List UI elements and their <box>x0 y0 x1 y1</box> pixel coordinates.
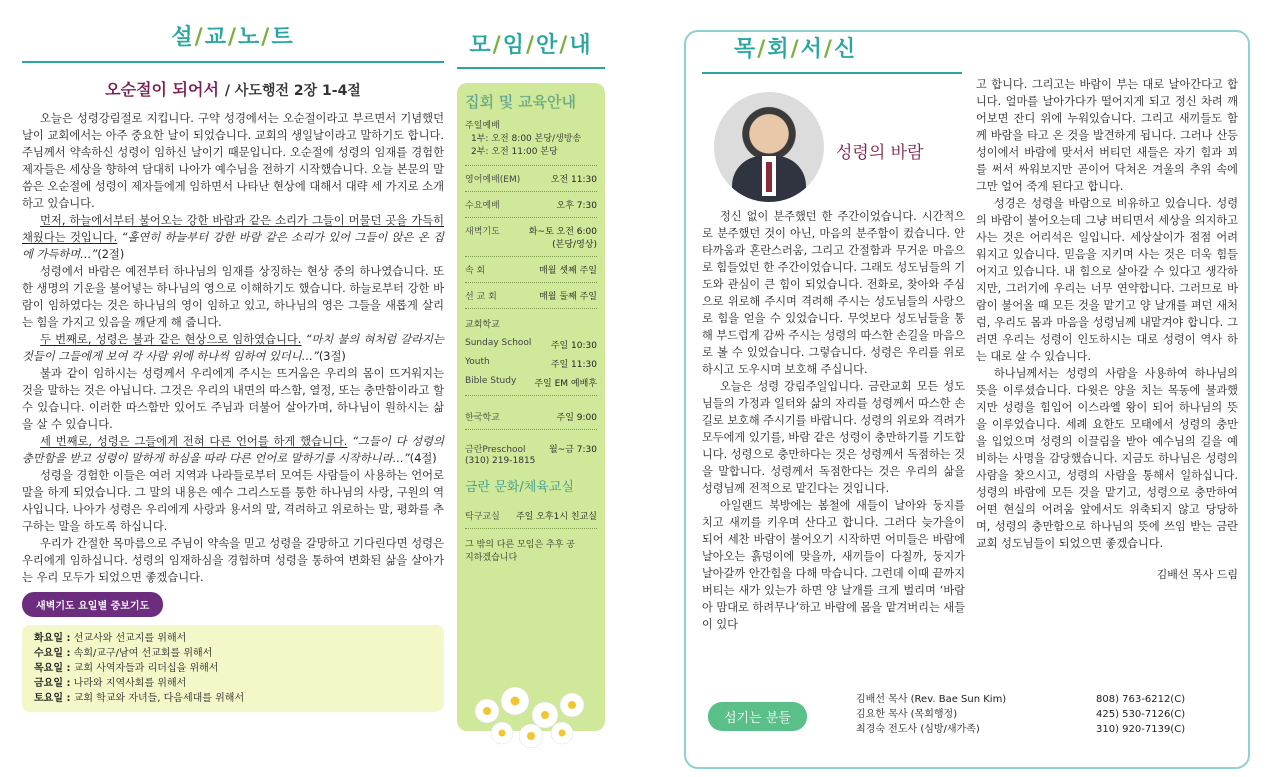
letter-title: 성령의 바람 <box>836 143 924 163</box>
sermon-paragraph: 우리가 간절한 목마름으로 주님이 약속을 믿고 성령을 갈망하고 기다린다면 성령은 우리에게 임하십니다. 성령의 임재하심을 경험하며 성령을 통하여 변화된 삶을 살아가는 우리 모두가 되었으면 좋겠습니다. <box>22 537 444 584</box>
schedule-row: 수요예배 오후 7:30 <box>465 201 597 211</box>
letter-paragraph: 하나님께서는 성령의 사람을 사용하여 하나님의 뜻을 이루셨습니다. 다윗은 양을 치는 목동에 불과했지만 성령을 힘입어 이스라엘 왕이 되어 하나님의 뜻을 이루었습니다. 세례 요한도 모태에서 성령의 충만을 입었으며 성령의 이끌림을 받아 예수님의 길을 예비하는 사명을 감당했습니다. 지금도 하나님은 성령의 사람을 찾으시고, 성령의 사람을 통해서 일하십니다. 성령의 바람에 모든 것을 맡기고, 성령으로 충만하여 어떤 현실의 어려움 앞에서도 위축되지 않고 당당하며, 성령의 충만함으로 하나님의 뜻에 쓰임 받는 금란교회 성도님들이 되었으면 좋겠습니다. <box>976 367 1238 550</box>
school-label: 교회학교 <box>465 320 500 330</box>
sermon-point-3: 세 번째로, 성령은 그들에게 전혀 다른 언어를 하게 했습니다. “그들이 다 성령의 충만함을 받고 성령이 말하게 하심을 따라 다른 언어로 말하기를 시작하니라…”(4절) <box>22 435 445 465</box>
prayer-badge: 새벽기도 요일별 중보기도 <box>22 592 163 617</box>
preschool-row: 금란Preschool 월~금 7:30 <box>465 445 597 455</box>
school-row: Youth 주일 11:30 <box>465 357 597 370</box>
servant-row: 최경숙 전도사 (심방/새가족) 310) 920-7139(C) <box>856 724 1186 735</box>
culture-title: 금란 문화/체육교실 <box>465 480 574 495</box>
letter-paragraph: 오늘은 성령 강림주일입니다. 금란교회 모든 성도님들의 가정과 일터와 삶의 자리를 성령께서 따스한 손길로 보호해 주시기를 바랍니다. 성령의 위로와 격려가 모두에게 있기를, 바람 같은 성령이 충만하기를 기도합니다. 성령으로 충만하다는 것은 성령께서 독점하는 것을 말합니다. 성령께서 독점한다는 것은 우리의 삶을 성령님께 전적으로 맡긴다는 것입니다. <box>702 380 965 495</box>
letter-paragraph: 정신 없이 분주했던 한 주간이었습니다. 시간적으로 분주했던 것이 아닌, 마음의 분주함이 컸습니다. 안타까움과 혼란스러움, 그리고 간절함과 무거운 마음으로 힘들었던 한 주간이었습니다. 그래도 성도님들의 기도와 관심이 큰 힘이 되었습니다. 전화로, 찾아와 주심으로 위로해 주시며 격려해 주시는 성도님들의 사랑으로 힘을 얻을 수 있었습니다. 무엇보다 성도님들을 통해 부드럽게 감싸 주시는 성령의 따스한 손길을 마음으로 볼 수 있었습니다. 그렇습니다. 성령은 우리를 위로하시고 도우시며 보호해 주십니다. <box>702 210 965 376</box>
school-row: Bible Study 주일 EM 예배후 <box>465 376 597 389</box>
sermon-point-1: 먼저, 하늘에서부터 불어오는 강한 바람과 같은 소리가 그들이 머물던 곳을 가득히 채웠다는 것입니다. “홀연히 하늘부터 강한 바람 같은 소리가 있어 그들이 앉은 온 집에 가득하며…”(2절) <box>22 214 444 261</box>
sermon-point-2: 두 번째로, 성령은 불과 같은 현상으로 임하였습니다. “마치 불의 혀처럼 갈라지는 것들이 그들에게 보여 각 사람 위에 하나씩 임하여 있더니…”(3절) <box>22 333 445 363</box>
pastor-letter-heading: 목/회/서/신 <box>734 37 858 62</box>
korean-school-row: 한국학교 주일 9:00 <box>465 413 597 423</box>
school-row: Sunday School 주일 10:30 <box>465 338 597 351</box>
letter-left-column <box>702 208 965 633</box>
prayer-item: 목요일 : 교회 사역자들과 리더십을 위해서 <box>34 663 219 674</box>
sermon-paragraph: 성령에서 바람은 예전부터 하나님의 임재를 상징하는 현상 중의 하나였습니다. 또한 생명의 기운을 불어넣는 하나님의 영으로 이해하기도 했습니다. 하늘로부터 강한 바람이 임하였다는 것은 하나님의 영이 임하고 있고, 하나님의 영은 그들을 새롭게 살리는 힘을 가지고 있음을 깨닫게 해 줍니다. <box>22 265 444 329</box>
culture-note: 그 밖의 다른 모임은 추후 공지하겠습니다 <box>465 540 575 563</box>
servant-row: 김요한 목사 (목회행정) 425) 530-7126(C) <box>856 709 1186 720</box>
sermon-title: 오순절이 되어서 / 사도행전 2장 1-4절 <box>105 80 361 99</box>
sermon-paragraph: 오늘은 성령강림절로 지킵니다. 구약 성경에서는 오순절이라고 부르면서 기념했던 날이 교회에서는 아주 중요한 날이 되었습니다. 교회의 생일날이라고 말하기도 합니다. 주님께서 약속하신 성령이 임하신 날이기 때문입니다. 오순절에 성령의 임재를 경험한 제자들은 세상을 향하여 담대히 나아가 예수님을 전하기 시작했습니다. 오늘 본문의 말씀은 오순절에 성령이 제자들에게 임하면서 나타난 현상에 대해서 대략 세 가지로 소개하고 있습니다. <box>22 112 444 210</box>
servants-list <box>856 692 1216 737</box>
letter-paragraph: 고 합니다. 그리고는 바람이 부는 대로 날아간다고 합니다. 얼마를 날아가다가 떨어지게 되고 정신 차려 깨어보면 잔디 위에 누워있습니다. 그리고 새끼들도 함께 바람을 타고 온 것을 발견하게 됩니다. 그러나 산등성이에서 바람에 맞서서 버티던 새들은 자기 힘과 꾀를 써서 싸워보지만 곧이어 닥쳐온 겨울의 추위 속에 그만 얼어 죽게 된다고 합니다. <box>976 78 1238 193</box>
preschool-phone: (310) 219-1815 <box>465 456 536 466</box>
sermon-paragraph: 불과 같이 임하시는 성령께서 우리에게 주시는 뜨거움은 우리의 몸이 뜨거워지는 것을 말하는 것은 아닙니다. 그것은 우리의 내면의 따스함, 열정, 또는 충만함이라고 할 수 있습니다. 이러한 따스함만 있어도 주님과 더불어 살아가며, 하나님이 원하시는 삶을 살 수 있습니다. <box>22 367 444 431</box>
culture-row: 탁구교실 주일 오후1시 친교실 <box>465 512 597 522</box>
pastor-letter <box>684 30 1250 769</box>
servants-badge: 섬기는 분들 <box>708 702 807 731</box>
meetings-heading: 모/임/안/내 <box>469 33 593 58</box>
heading-rule <box>22 61 444 63</box>
prayer-item: 토요일 : 교회 학교와 자녀들, 다음세대를 위해서 <box>34 693 245 704</box>
sermon-paragraph: 성령을 경험한 이들은 여러 지역과 나라들로부터 모여든 사람들이 사용하는 언어로 말을 하게 되었습니다. 그 말의 내용은 예수 그리스도를 통한 하나님의 사랑, 구원의 역사입니다. 나아가 성령은 우리에게 사랑과 용서의 말, 격려하고 위로하는 말, 평화를 추구하는 말을 하도록 하십니다. <box>22 469 444 533</box>
sunday-service: 주일예배 1부: 오전 8:00 본당/생방송 2부: 오전 11:00 본당 <box>465 121 582 157</box>
schedule-panel <box>457 83 605 731</box>
heading-rule <box>702 72 962 74</box>
heading-rule <box>457 67 605 69</box>
pastor-portrait <box>714 92 824 202</box>
letter-paragraph: 아일랜드 북방에는 봄철에 새들이 날아와 둥지를 치고 새끼를 키우며 산다고 합니다. 그러다 늦가을이 되어 세찬 바람이 불어오기 시작하면 어미들은 바람에 날아오는 흙덩이에 맞을까, 새끼들이 다칠까, 둥지가 날아갈까 안간힘을 다해 막습니다. 그런데 이때 끝까지 버티는 새가 있는가 하면 양 날개를 크게 벌리며 ‘바람아 맘대로 하려무나’하고 바람에 몸을 맡겨버리는 새들이 있다 <box>702 499 965 631</box>
prayer-item: 금요일 : 나라와 지역사회를 위해서 <box>34 678 187 689</box>
letter-right-column <box>976 76 1238 583</box>
schedule-row: 속 회 매월 셋째 주일 <box>465 266 597 276</box>
daisy-flowers-image <box>467 681 597 751</box>
sermon-reference: / 사도행전 2장 1-4절 <box>224 83 361 99</box>
sermon-notes-heading: 설/교/노/트 <box>171 25 295 50</box>
schedule-title: 집회 및 교육안내 <box>465 93 576 111</box>
sermon-notes <box>22 20 444 777</box>
meetings-info <box>457 28 605 731</box>
schedule-row: 선 교 회 매월 둘째 주일 <box>465 292 597 302</box>
schedule-row: 새벽기도 화~토 오전 6:00 (본당/영상) <box>465 227 597 250</box>
sermon-body <box>22 110 444 586</box>
servant-row: 김배선 목사 (Rev. Bae Sun Kim) 808) 763-6212(C) <box>856 694 1186 705</box>
schedule-row: 영어예배(EM) 오전 11:30 <box>465 175 597 185</box>
prayer-list <box>22 625 444 712</box>
prayer-item: 수요일 : 속회/교구/남여 선교회를 위해서 <box>34 648 213 659</box>
letter-paragraph: 성경은 성령을 바람으로 비유하고 있습니다. 성령의 바람이 불어오는데 그냥 버티면서 세상을 의지하고 사는 것은 어리석은 일입니다. 세상살이가 점점 어려워지고 있습니다. 믿음을 지키며 사는 것은 더욱 힘들어지고 있습니다. 내 힘으로 살아갈 수 있다고 생각하지만, 그러기에 우리는 너무 연약합니다. 그러므로 바람이 불어올 때 모든 것을 맡기고 양 날개를 펴던 새처럼, 우리도 몸과 마음을 성령님께 내맡겨야 합니다. 그러면 우리는 성령이 인도하시는 대로 성령이 역사 하는 대로 살 수 있습니다. <box>976 197 1238 363</box>
letter-signature: 김배선 목사 드림 <box>1156 568 1238 581</box>
prayer-item: 화요일 : 선교사와 선교지를 위해서 <box>34 633 187 644</box>
